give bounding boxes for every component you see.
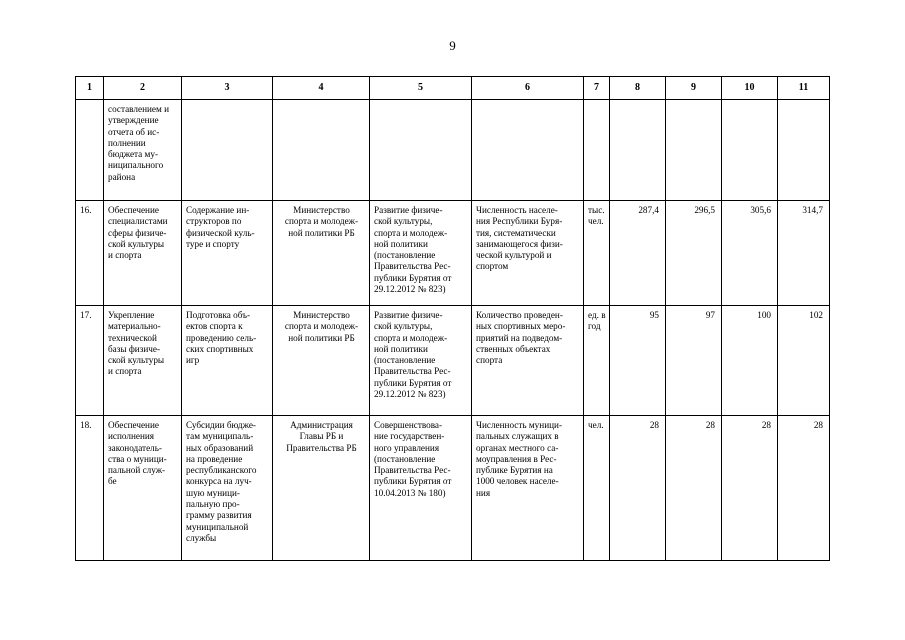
indicator-cell: Количество проведен- ных спортивных меро- приятий на подведом- ственных объектах спорта [472,306,584,416]
header-row [76,77,830,100]
table-row [76,416,830,561]
value-cell: 28 [610,416,666,561]
value-cell [666,100,722,201]
executor-cell: Министерство спорта и молодеж- ной политики РБ [273,201,370,306]
indicator-cell: Численность населе- ния Республики Буря- тия, систематически занимающегося физи- ческой культурой и спортом [472,201,584,306]
program-table [75,76,830,561]
column-header-9: 9 [666,77,722,100]
value-cell [722,100,778,201]
value-cell: 305,6 [722,201,778,306]
executor-cell: Министерство спорта и молодеж- ной политики РБ [273,306,370,416]
indicator-cell [472,100,584,201]
row-number [76,100,104,201]
task-cell: Обеспечение специалистами сферы физиче- ской культуры и спорта [104,201,182,306]
program-cell: Развитие физиче- ской культуры, спорта и молодеж- ной политики (постановление Правительства Рес- публики Бурятия от 29.12.2012 № 823) [370,306,472,416]
row-number: 17. [76,306,104,416]
value-cell: 102 [778,306,830,416]
column-header-2: 2 [104,77,182,100]
value-cell: 287,4 [610,201,666,306]
row-number: 16. [76,201,104,306]
value-cell [610,100,666,201]
unit-cell [584,100,610,201]
program-cell: Развитие физиче- ской культуры, спорта и молодеж- ной политики (постановление Правительства Рес- публики Бурятия от 29.12.2012 № 823) [370,201,472,306]
unit-cell: ед. в год [584,306,610,416]
program-cell: Совершенствова- ние государствен- ного управления (постановление Правительства Рес- публики Бурятия от 10.04.2013 № 180) [370,416,472,561]
column-header-6: 6 [472,77,584,100]
value-cell: 28 [722,416,778,561]
unit-cell: тыс. чел. [584,201,610,306]
column-header-4: 4 [273,77,370,100]
row-number: 18. [76,416,104,561]
column-header-3: 3 [182,77,273,100]
measure-cell: Содержание ин- структоров по физической куль- туре и спорту [182,201,273,306]
value-cell: 97 [666,306,722,416]
value-cell: 314,7 [778,201,830,306]
measure-cell: Подготовка объ- ектов спорта к проведению сель- ских спортивных игр [182,306,273,416]
column-header-1: 1 [76,77,104,100]
program-cell [370,100,472,201]
column-header-5: 5 [370,77,472,100]
indicator-cell: Численность муници- пальных служащих в органах местного са- моуправления в Рес- публике Бурятия на 1000 человек населе- ния [472,416,584,561]
column-header-7: 7 [584,77,610,100]
unit-cell: чел. [584,416,610,561]
column-header-10: 10 [722,77,778,100]
page-number: 9 [449,38,456,53]
value-cell: 100 [722,306,778,416]
table-row [76,100,830,201]
task-cell: составлением и утверждение отчета об ис- полнении бюджета му- ниципального района [104,100,182,201]
value-cell [778,100,830,201]
value-cell: 28 [778,416,830,561]
value-cell: 296,5 [666,201,722,306]
column-header-8: 8 [610,77,666,100]
value-cell: 95 [610,306,666,416]
value-cell: 28 [666,416,722,561]
measure-cell [182,100,273,201]
table-row [76,306,830,416]
column-header-11: 11 [778,77,830,100]
task-cell: Обеспечение исполнения законодатель- ства о муници- пальной служ- бе [104,416,182,561]
executor-cell: Администрация Главы РБ и Правительства РБ [273,416,370,561]
measure-cell: Субсидии бюдже- там муниципаль- ных образований на проведение республиканского конкурса на луч- шую муници- пальную про- грамму развития муниципальной службы [182,416,273,561]
task-cell: Укрепление материально- технической базы физиче- ской культуры и спорта [104,306,182,416]
table-row [76,201,830,306]
executor-cell [273,100,370,201]
